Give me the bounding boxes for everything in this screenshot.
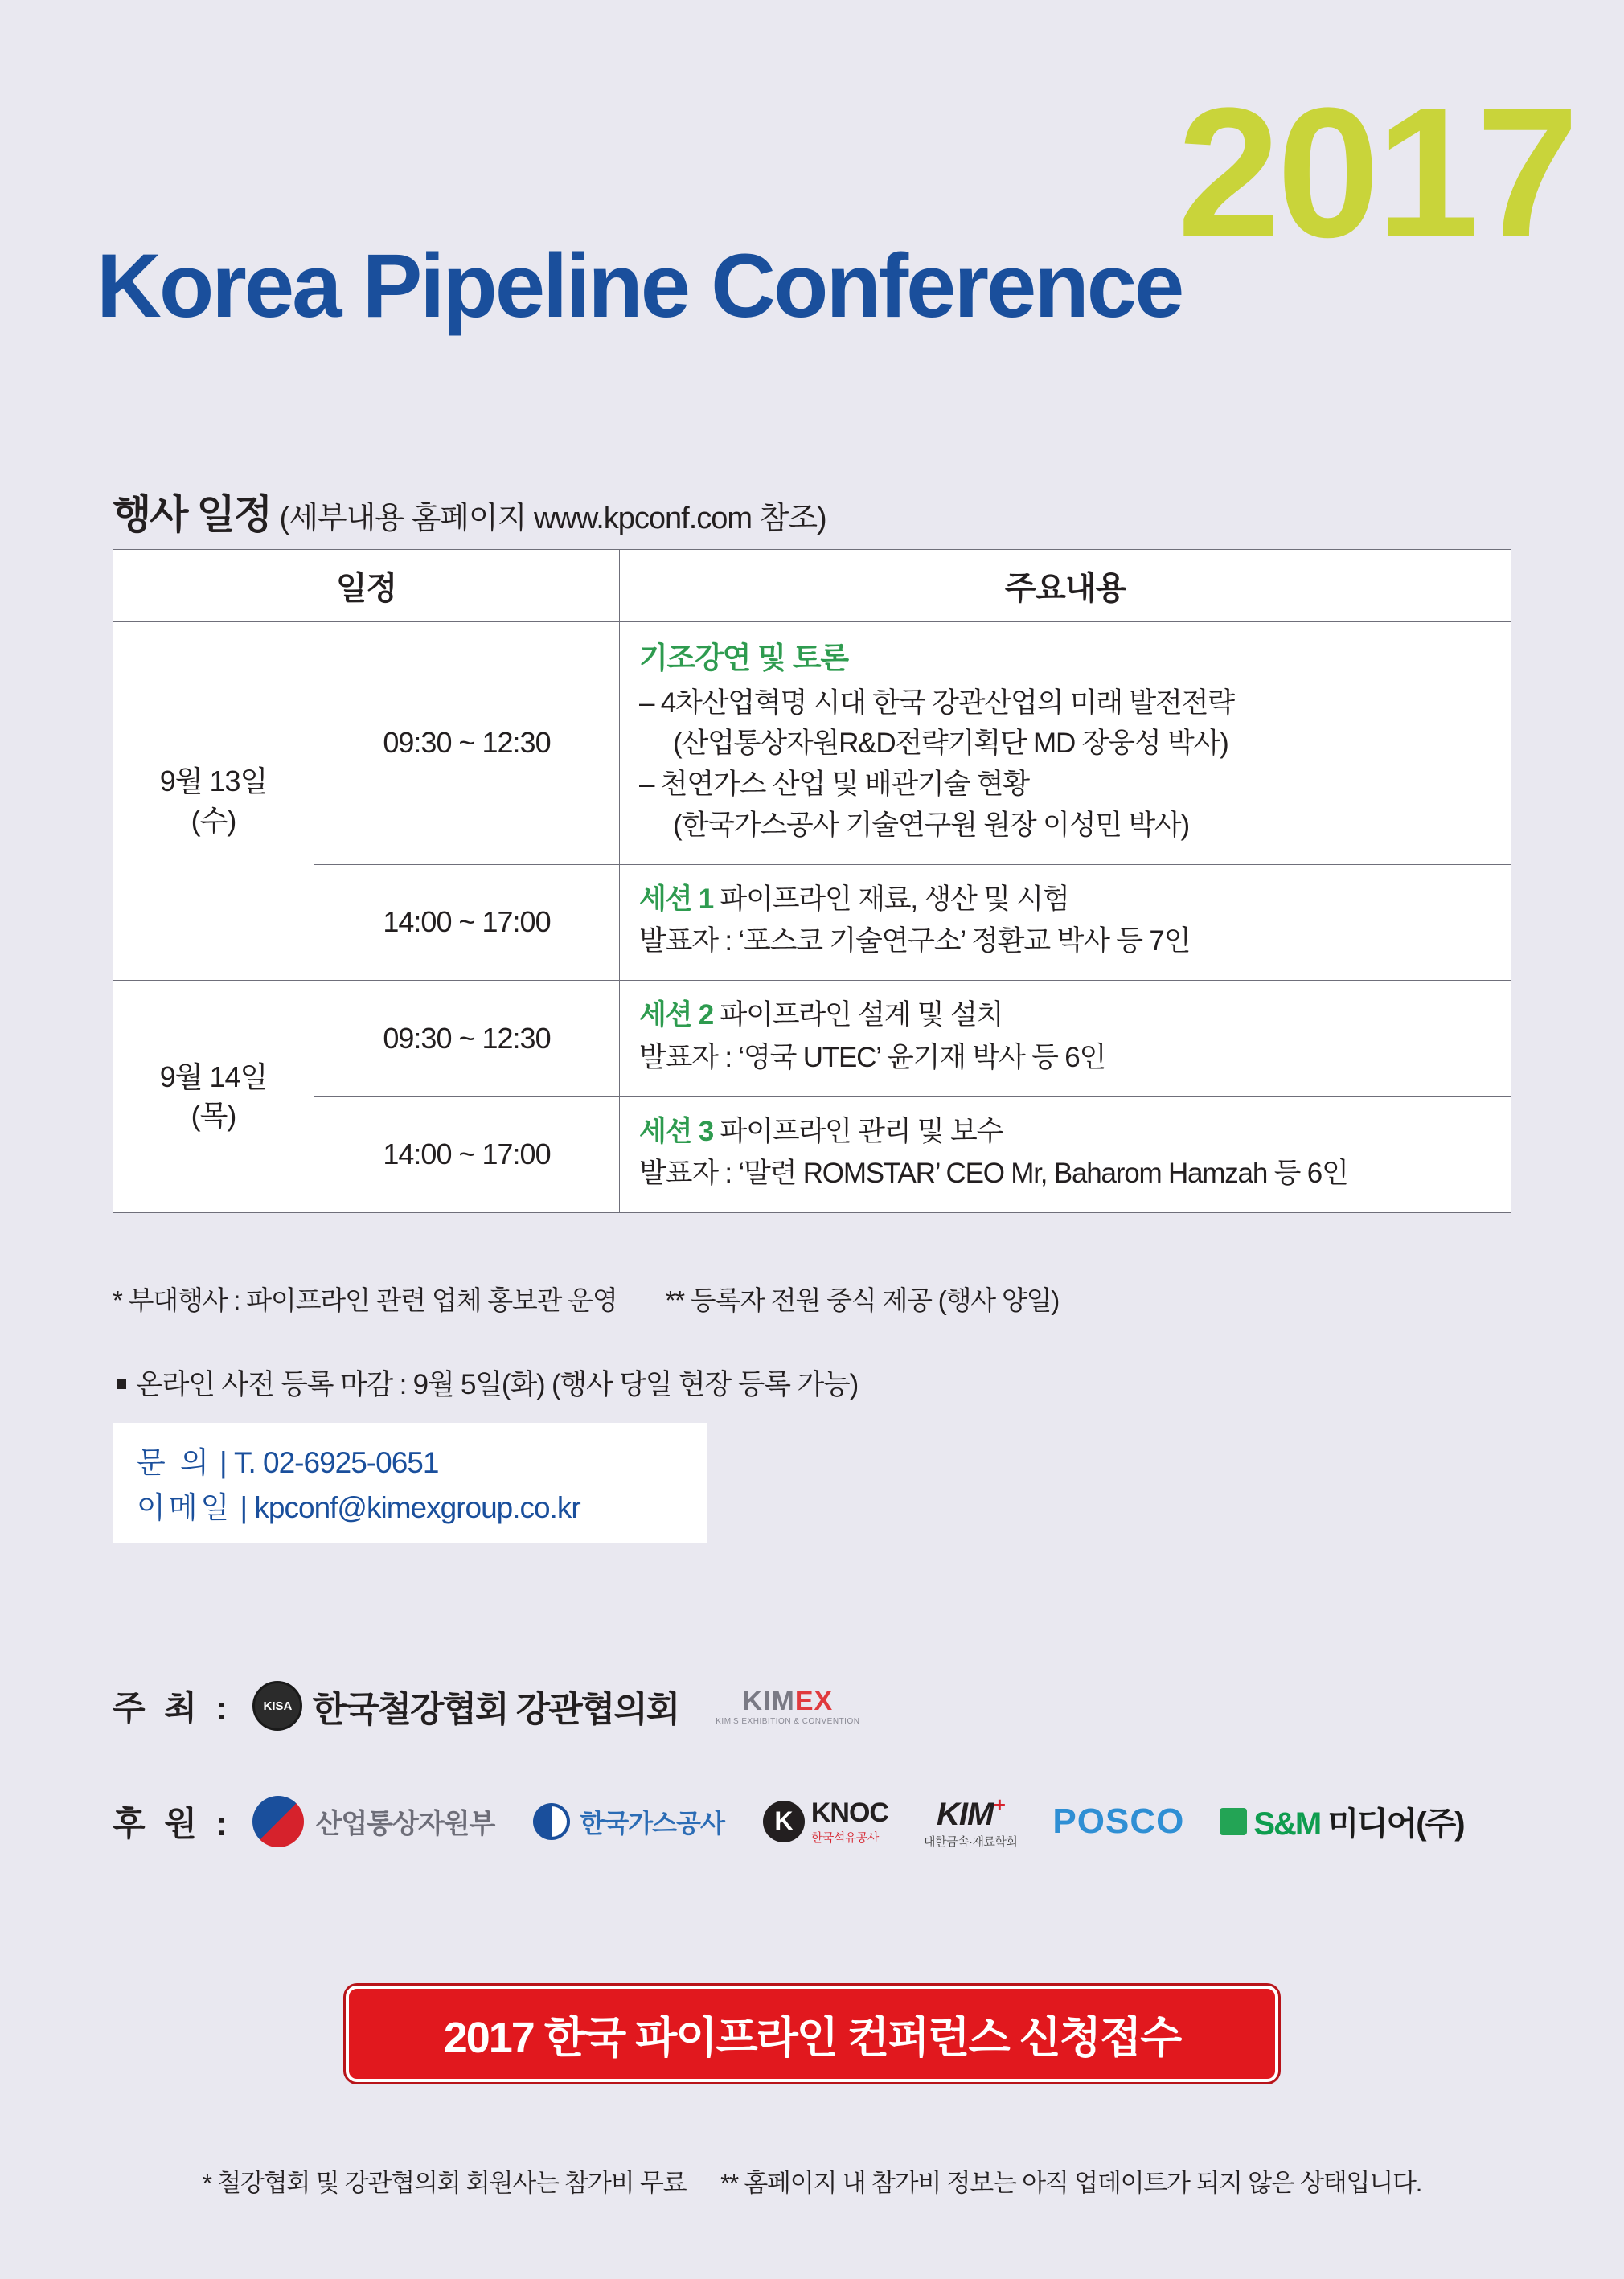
schedule-table-wrapper: [113, 549, 1511, 1213]
session-1-title: 파이프라인 재료, 생산 및 시험: [720, 883, 1069, 915]
date-cell-sep13: [113, 622, 314, 981]
square-bullet-icon: [117, 1379, 126, 1389]
date-line2: (목): [191, 1099, 236, 1133]
session-1-presenter: 발표자 : ‘포스코 기술연구소’ 정환교 박사 등 7인: [639, 925, 1191, 957]
schedule-heading-sub: (세부내용 홈페이지 www.kpconf.com 참조): [279, 502, 826, 535]
table-notes: [113, 1280, 1059, 1318]
kisa-name: 한국철강협회 강관협의회: [312, 1690, 679, 1729]
session-2-line: [639, 995, 1491, 1036]
kim-plus-icon: +: [993, 1793, 1005, 1817]
contact-divider: |: [219, 1446, 234, 1479]
kim-sub: 대한금속·재료학회: [923, 1835, 1018, 1849]
supporters-row: [113, 1793, 1464, 1850]
session-1-line: [639, 879, 1491, 920]
keynote-line-3: – 천연가스 산업 및 배관기술 현황: [639, 769, 1029, 801]
keynote-line-1: – 4차산업혁명 시대 한국 강관산업의 미래 발전전략: [639, 687, 1234, 719]
column-header-content: 주요내용: [620, 550, 1511, 622]
session-3-label: 세션 3: [639, 1115, 714, 1147]
host-label: 주 최 :: [113, 1689, 232, 1727]
schedule-heading: [113, 482, 826, 540]
year-text: 2017: [1177, 69, 1576, 276]
contact-email-row: [137, 1486, 683, 1531]
table-row: [113, 1096, 1511, 1213]
content-cell-keynote: [620, 622, 1511, 865]
snm-part2: 미디어(주): [1327, 1806, 1464, 1842]
kim-name: KIM: [936, 1797, 994, 1832]
date-line1: 9월 14일: [159, 1060, 268, 1093]
kim-wordmark: [937, 1793, 1005, 1833]
kimex-tagline: KIM'S EXHIBITION & CONVENTION: [716, 1717, 860, 1726]
session-2-title: 파이프라인 설계 및 설치: [720, 999, 1003, 1031]
logo-kim: [924, 1793, 1017, 1850]
kimex-wordmark: [743, 1686, 834, 1717]
snm-part1: S&M: [1253, 1806, 1321, 1842]
schedule-table: [113, 549, 1511, 1213]
snm-name: [1253, 1798, 1463, 1844]
keynote-line-2: (산업통상자원R&D전략기획단 MD 장웅성 박사): [673, 728, 1228, 760]
knoc-k-icon: K: [763, 1801, 805, 1842]
logo-posco: POSCO: [1052, 1801, 1185, 1841]
motie-name: 산업통상자원부: [315, 1809, 495, 1839]
knoc-name: KNOC: [810, 1797, 888, 1828]
taegeuk-icon: [252, 1796, 304, 1847]
contact-phone-value: T. 02-6925-0651: [233, 1446, 439, 1479]
date-line1: 9월 13일: [159, 764, 268, 797]
table-row: [113, 864, 1511, 981]
table-row: [113, 622, 1511, 865]
contact-divider-2: |: [240, 1490, 255, 1524]
host-row: [113, 1680, 859, 1732]
kimex-part2: EX: [794, 1686, 834, 1716]
session-1-label: 세션 1: [639, 883, 714, 915]
column-header-schedule: 일정: [113, 550, 620, 622]
table-row: [113, 981, 1511, 1097]
kimex-part1: KIM: [742, 1686, 795, 1716]
pre-registration-text: 온라인 사전 등록 마감 : 9월 5일(화) (행사 당일 현장 등록 가능): [136, 1369, 859, 1400]
supporters-label: 후 원 :: [113, 1804, 232, 1842]
content-cell-session3: [620, 1096, 1511, 1213]
keynote-line-4: (한국가스공사 기술연구원 원장 이성민 박사): [673, 809, 1189, 841]
kogas-name: 한국가스공사: [580, 1808, 724, 1838]
schedule-heading-main: 행사 일정: [113, 492, 272, 537]
time-cell: 09:30 ~ 12:30: [314, 981, 620, 1097]
time-cell: 14:00 ~ 17:00: [314, 864, 620, 981]
contact-email-value[interactable]: kpconf@kimexgroup.co.kr: [254, 1490, 580, 1524]
page-title: Korea Pipeline Conference: [96, 236, 1183, 336]
note-side-events: * 부대행사 : 파이프라인 관련 업체 홍보관 운영: [113, 1285, 617, 1315]
logo-kogas: [533, 1803, 724, 1840]
footnote: [0, 2162, 1624, 2199]
kisa-seal-icon: KISA: [252, 1681, 302, 1731]
footnote-left: * 철강협회 및 강관협의회 회원사는 참가비 무료: [202, 2169, 687, 2197]
snm-mark-icon: [1220, 1808, 1247, 1835]
logo-knoc: [763, 1797, 888, 1846]
time-cell: 09:30 ~ 12:30: [314, 622, 620, 865]
logo-motie: [252, 1796, 494, 1847]
time-cell: 14:00 ~ 17:00: [314, 1096, 620, 1213]
kogas-mark-icon: [533, 1803, 570, 1840]
date-line2: (수): [191, 803, 236, 837]
table-header-row: [113, 550, 1511, 622]
knoc-text-block: [811, 1797, 888, 1846]
keynote-title: 기조강연 및 토론: [639, 641, 848, 674]
contact-email-label: 이메일: [137, 1490, 233, 1524]
session-3-presenter: 발표자 : ‘말련 ROMSTAR’ CEO Mr, Baharom Hamzah 등 6인: [639, 1158, 1348, 1190]
contact-box: [113, 1423, 707, 1543]
logo-snm: [1220, 1798, 1463, 1844]
date-cell-sep14: [113, 981, 314, 1213]
session-3-line: [639, 1112, 1491, 1153]
pre-registration-note: [117, 1363, 858, 1403]
contact-phone-row: [137, 1441, 683, 1486]
content-cell-session2: [620, 981, 1511, 1097]
content-cell-session1: [620, 864, 1511, 981]
logo-kimex: [716, 1686, 859, 1726]
session-3-title: 파이프라인 관리 및 보수: [720, 1115, 1003, 1147]
knoc-sub: 한국석유공사: [810, 1830, 879, 1845]
session-2-presenter: 발표자 : ‘영국 UTEC’ 윤기재 박사 등 6인: [639, 1041, 1106, 1073]
contact-phone-label: 문 의: [137, 1446, 212, 1479]
logo-kisa: [252, 1680, 679, 1732]
note-lunch: ** 등록자 전원 중식 제공 (행사 양일): [665, 1285, 1060, 1315]
poster-header: [0, 0, 1624, 418]
session-2-label: 세션 2: [639, 999, 714, 1031]
apply-button-label: 2017 한국 파이프라인 컨퍼런스 신청접수: [443, 2013, 1181, 2062]
footnote-right: ** 홈페이지 내 참가비 정보는 아직 업데이트가 되지 않은 상태입니다.: [720, 2169, 1422, 2197]
apply-button[interactable]: [346, 1986, 1278, 2082]
